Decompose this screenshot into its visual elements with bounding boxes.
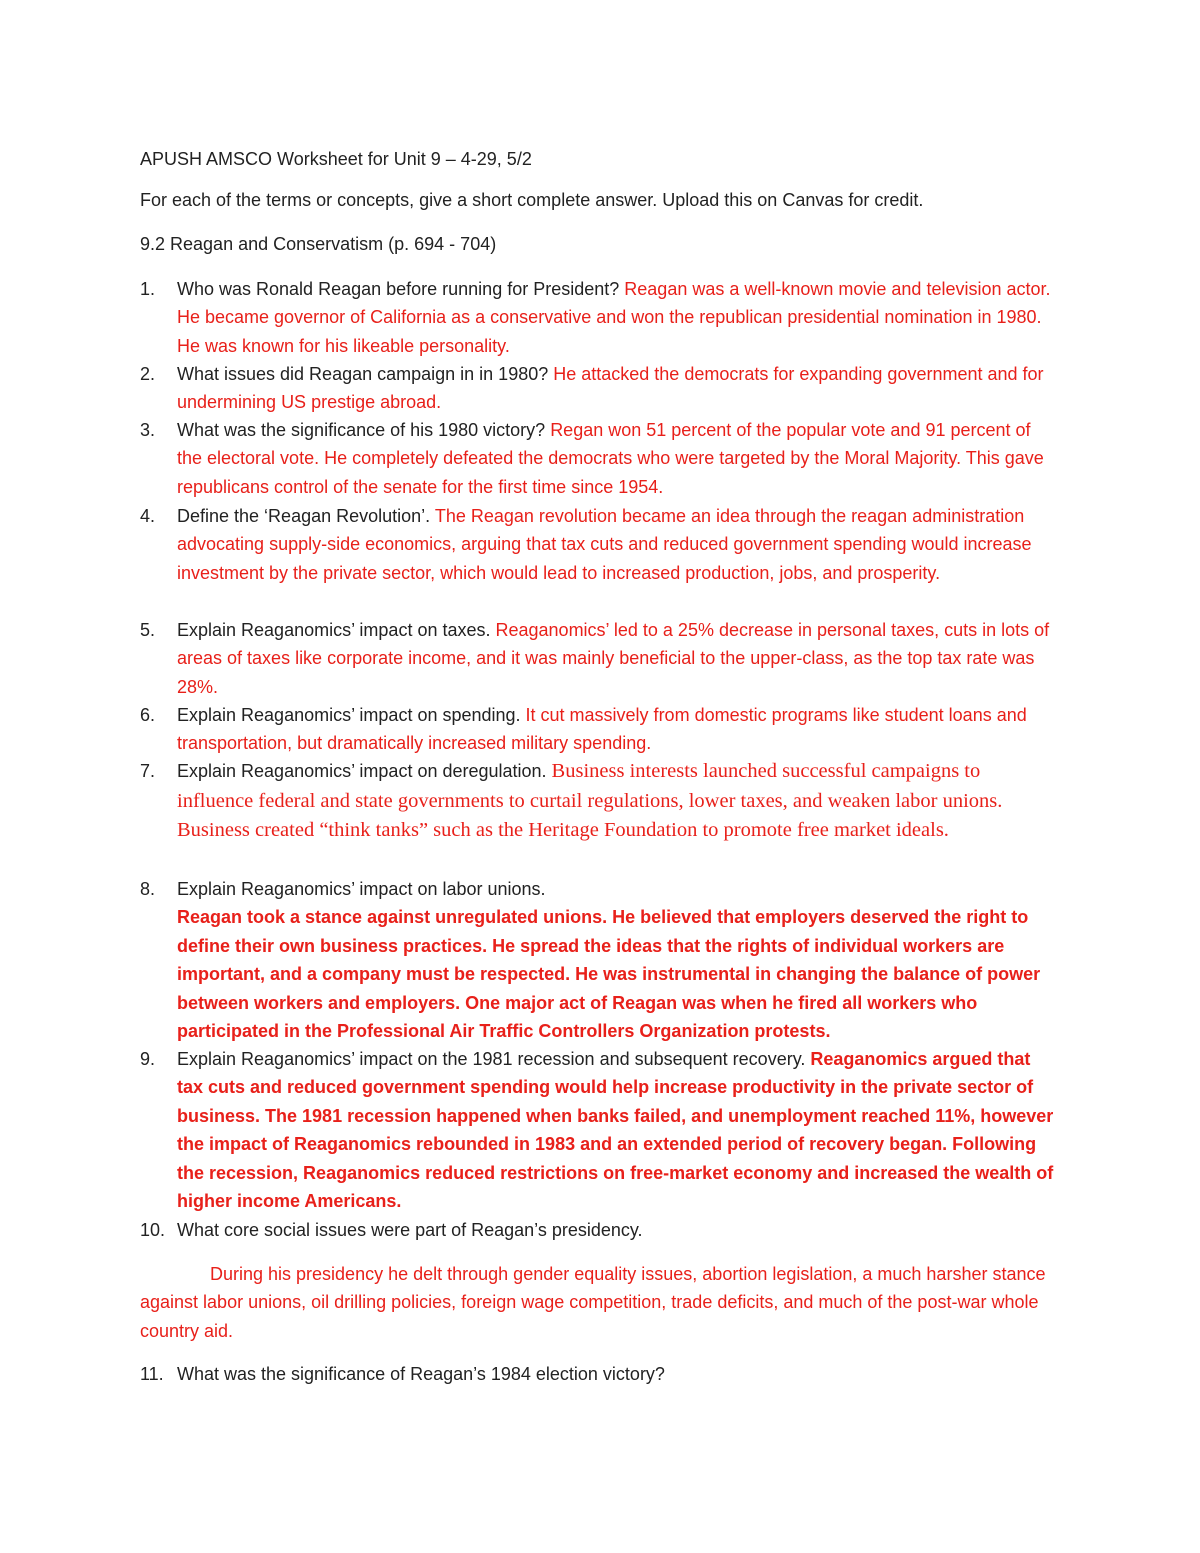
answer-10: During his presidency he delt through gender equality issues, abortion legislation, a much harsher stance against labor unions, oil drilling policies, foreign wage competition, trade deficits, and much of the post-war whole country aid. <box>140 1264 1046 1341</box>
question-text: Who was Ronald Reagan before running for President? <box>177 279 625 299</box>
question-text: Explain Reaganomics’ impact on spending. <box>177 705 526 725</box>
question-text: Explain Reaganomics’ impact on taxes. <box>177 620 496 640</box>
question-2 <box>140 360 1060 417</box>
question-7 <box>140 757 1060 846</box>
answer-text: Reagan was a well-known movie and television actor. He became governor of California as a conservative and won the republican presidential nomination in 1980. He was known for his likeable personality. <box>177 279 1051 356</box>
section-heading: 9.2 Reagan and Conservatism (p. 694 - 704) <box>140 234 497 254</box>
question-text: Explain Reaganomics’ impact on labor unions. <box>177 879 546 899</box>
answer-text: Business interests launched successful campaigns to influence federal and state governments to curtail regulations, lower taxes, and weaken labor unions. Business created “think tanks” such as the Heritage Foundation to promote free market ideals. <box>177 760 1003 841</box>
question-text: What issues did Reagan campaign in in 1980? <box>177 364 554 384</box>
question-text: Explain Reaganomics’ impact on the 1981 recession and subsequent recovery. <box>177 1049 811 1069</box>
question-10 <box>140 1216 1060 1244</box>
question-number: 6. <box>140 705 156 725</box>
question-text: What core social issues were part of Reagan’s presidency. <box>177 1220 643 1240</box>
instructions: For each of the terms or concepts, give a short complete answer. Upload this on Canvas for credit. <box>140 190 924 210</box>
question-text: Define the ‘Reagan Revolution’. <box>177 506 435 526</box>
question-number: 8. <box>140 879 156 899</box>
answer-text: Reaganomics’ led to a 25% decrease in personal taxes, cuts in lots of areas of taxes like corporate income, and it was mainly beneficial to the upper-class, as the top tax rate was 28%. <box>177 620 1050 697</box>
question-number: 3. <box>140 420 156 440</box>
question-number: 4. <box>140 506 156 526</box>
question-number: 7. <box>140 761 156 781</box>
question-number: 11. <box>140 1364 164 1384</box>
question-9 <box>140 1045 1060 1215</box>
answer-text: It cut massively from domestic programs like student loans and transportation, but dramatically increased military spending. <box>177 705 1027 754</box>
question-text: What was the significance of Reagan’s 1984 election victory? <box>177 1364 665 1384</box>
question-text: What was the significance of his 1980 victory? <box>177 420 551 440</box>
question-number: 5. <box>140 620 156 640</box>
question-5 <box>140 616 1060 701</box>
question-6 <box>140 701 1060 758</box>
question-1 <box>140 275 1060 360</box>
answer-text: Reagan took a stance against unregulated unions. He believed that employers deserved the right to define their own business practices. He spread the ideas that the rights of individual workers are important, and a company must be respected. He was instrumental in changing the balance of power between workers and employers. One major act of Reagan was when he fired all workers who participated in the Professional Air Traffic Controllers Organization protests. <box>177 907 1041 1042</box>
worksheet-title: APUSH AMSCO Worksheet for Unit 9 – 4-29, 5/2 <box>140 149 532 169</box>
answer-text: Regan won 51 percent of the popular vote and 91 percent of the electoral vote. He completely defeated the democrats who were targeted by the Moral Majority. This gave republicans control of the senate for the first time since 1954. <box>177 420 1044 497</box>
question-3 <box>140 416 1060 501</box>
question-text: Explain Reaganomics’ impact on deregulation. <box>177 761 552 781</box>
question-11 <box>140 1360 1060 1388</box>
question-number: 9. <box>140 1049 156 1069</box>
answer-text: The Reagan revolution became an idea through the reagan administration advocating supply-side economics, arguing that tax cuts and reduced government spending would increase investment by the private sector, which would lead to increased production, jobs, and prosperity. <box>177 506 1032 583</box>
question-number: 2. <box>140 364 156 384</box>
question-number: 1. <box>140 279 156 299</box>
question-4 <box>140 502 1060 587</box>
answer-text: He attacked the democrats for expanding government and for undermining US prestige abroad. <box>177 364 1044 413</box>
question-number: 10. <box>140 1220 166 1240</box>
question-8 <box>140 875 1060 1045</box>
answer-text: Reaganomics argued that tax cuts and reduced government spending would help increase productivity in the private sector of business. The 1981 recession happened when banks failed, and unemployment reached 11%, however the impact of Reaganomics rebounded in 1983 and an extended period of recovery began. Following the recession, Reaganomics reduced restrictions on free-market economy and increased the wealth of higher income Americans. <box>177 1049 1054 1212</box>
